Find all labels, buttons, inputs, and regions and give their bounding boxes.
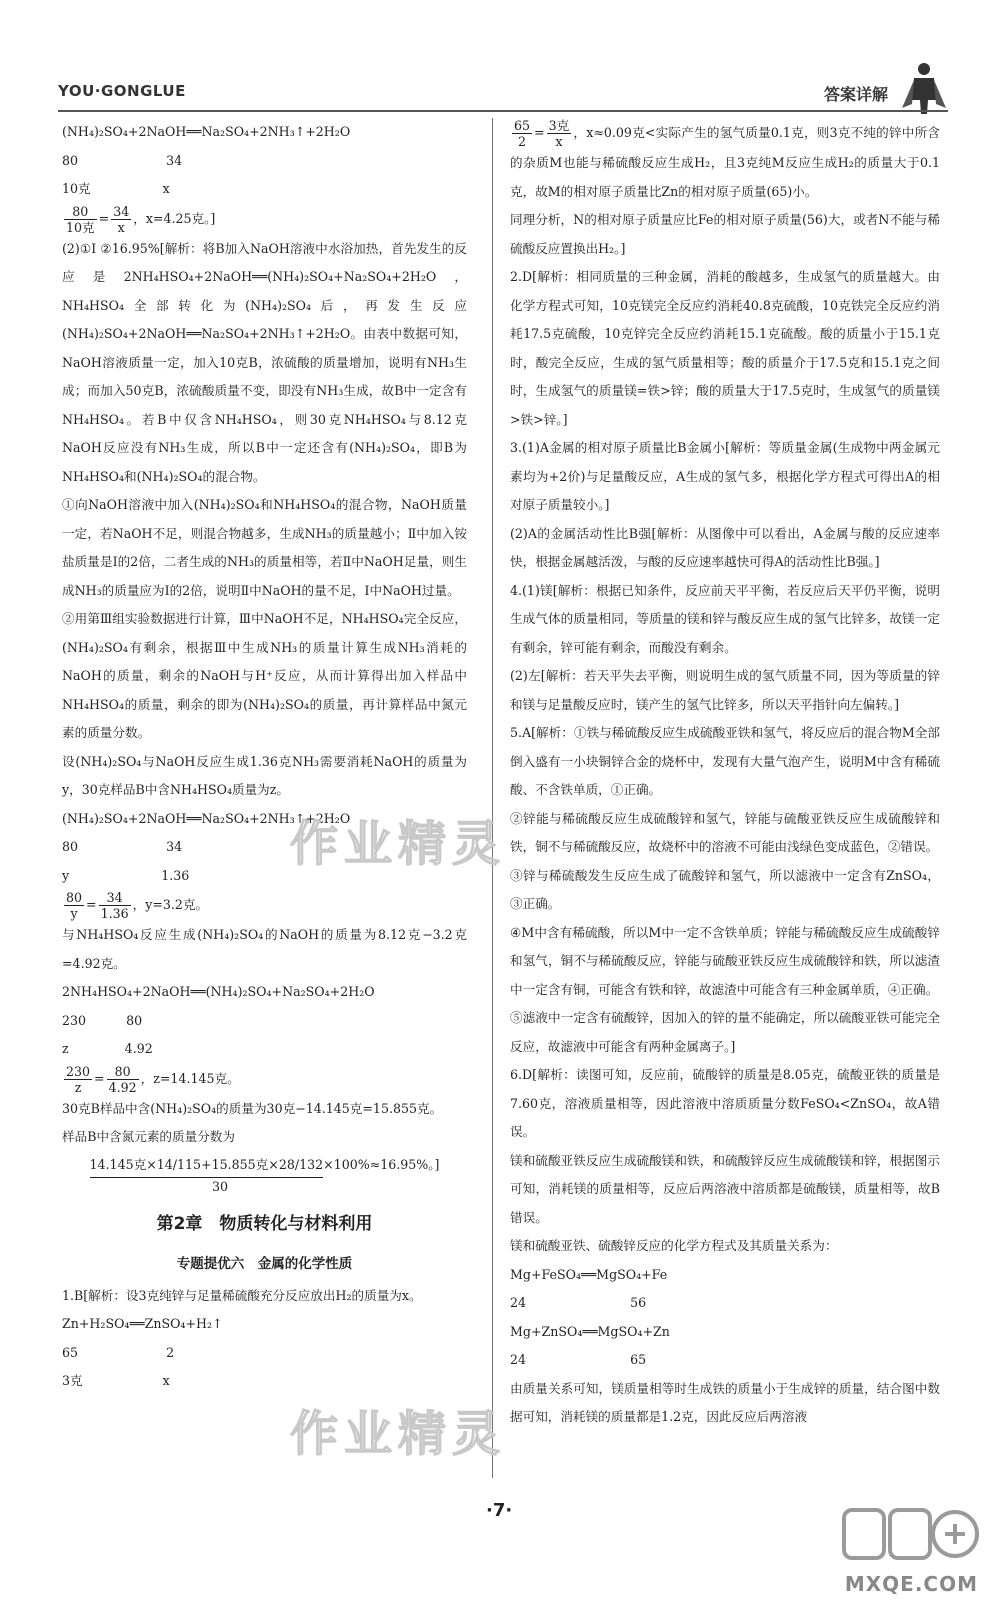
equation: 2NH₄HSO₄+2NaOH══(NH₄)₂SO₄+Na₂SO₄+2H₂O bbox=[62, 984, 375, 999]
paragraph: ⑤滤液中一定含有硫酸锌，因加入的锌的量不能确定，所以硫酸亚铁可能完全反应，故滤液中可能含有两种金属离子。] bbox=[510, 1010, 940, 1054]
right-column bbox=[510, 118, 940, 1432]
paragraph: 镁和硫酸亚铁、硫酸锌反应的化学方程式及其质量关系为： bbox=[510, 1238, 838, 1253]
paragraph: ②锌能与稀硫酸反应生成硫酸锌和氢气，锌能与硫酸亚铁反应生成硫酸锌和铁，铜不与稀硫酸反应，故烧杯中的溶液不可能由浅绿色变成蓝色，②错误。 bbox=[510, 810, 940, 854]
paragraph: ①向NaOH溶液中加入(NH₄)₂SO₄和NH₄HSO₄的混合物，NaOH质量一定，若NaOH不足，则混合物越多，生成NH₃的质量越小；Ⅱ中加入铵盐质量是Ⅰ的2倍，二者生成的NH₃的质量相等，若Ⅱ中NaOH足量，则生成NH₃的质量应为Ⅰ的2倍，说明Ⅱ中NaOH的量不足，Ⅰ中NaOH过量。 bbox=[62, 497, 467, 598]
equation: (NH₄)₂SO₄+2NaOH══Na₂SO₄+2NH₃↑+2H₂O bbox=[62, 810, 351, 826]
header-title: 答案详解 bbox=[823, 85, 888, 104]
equation: Mg+FeSO₄══MgSO₄+Fe bbox=[510, 1266, 668, 1282]
fraction-line: $\frac{80}{y}$ = $\frac{34}{1.36}$ ，y=3.2克。 bbox=[66, 890, 209, 921]
big-fraction bbox=[62, 1156, 467, 1196]
paragraph: (2)A的金属活动性比B强[解析：从图像中可以看出，A金属与酸的反应速率快，根据金属越活泼，与酸的反应速率越快可得A的活动性比B强。] bbox=[510, 525, 940, 569]
paragraph: (2)左[解析：若天平失去平衡，则说明生成的氢气质量不同，因为等质量的锌和镁与足量酸反应时，镁产生的氢气比锌多，所以天平指针向左偏转。] bbox=[510, 668, 940, 712]
paragraph: 6.D[解析：读图可知，反应前，硫酸锌的质量是8.05克，硫酸亚铁的质量是7.60克，溶液质量相等，因此溶液中溶质质量分数FeSO₄<ZnSO₄，故A错误。 bbox=[510, 1067, 940, 1139]
fraction: $\frac{80}{y}$ bbox=[66, 890, 83, 921]
fraction-line: $\frac{230}{z}$ = $\frac{80}{4.92}$ ，z=14.145克。 bbox=[66, 1063, 240, 1095]
paragraph: 30克B样品中含(NH₄)₂SO₄的质量为30克−14.145克=15.855克。 bbox=[62, 1100, 443, 1116]
mass-row: z 4.92 bbox=[62, 1041, 153, 1056]
fraction: 80 10克 bbox=[66, 203, 95, 235]
paragraph: 样品B中含氮元素的质量分数为 bbox=[62, 1129, 235, 1144]
big-fraction-denominator: 30 bbox=[212, 1178, 229, 1194]
paragraph: 3.(1)A金属的相对原子质量比B金属小[解析：等质量金属(生成物中两金属元素均为+2价)与足量酸反应，A生成的氢气多，根据化学方程式可得出A的相对原子质量较小。] bbox=[510, 440, 940, 512]
header-rule bbox=[58, 110, 948, 112]
left-column bbox=[62, 118, 467, 1396]
paragraph: 与NH₄HSO₄反应生成(NH₄)₂SO₄的NaOH的质量为8.12克−3.2克=4.92克。 bbox=[62, 927, 467, 971]
mass-row: 10克 x bbox=[62, 181, 170, 196]
big-fraction-tail: ×100%≈16.95%。] bbox=[323, 1156, 440, 1172]
page-number: ·7· bbox=[486, 1500, 513, 1521]
mass-row: 24 56 bbox=[510, 1295, 647, 1310]
fraction-line: 80 10克 = $\frac{34}{x}$ ，x=4.25克。] bbox=[66, 203, 216, 235]
equation: (NH₄)₂SO₄+2NaOH══Na₂SO₄+2NH₃↑+2H₂O bbox=[62, 124, 351, 139]
watermark: 作业精灵 bbox=[290, 816, 507, 872]
paragraph: 1.B[解析：设3克纯锌与足量稀硫酸充分反应放出H₂的质量为x。 bbox=[62, 1287, 422, 1303]
paragraph: ②用第Ⅲ组实验数据进行计算，Ⅲ中NaOH不足，NH₄HSO₄完全反应，(NH₄)₂SO₄有剩余，根据Ⅲ中生成NH₃的质量计算生成NH₃消耗的NaOH的质量，剩余的NaOH与H⁺反应，从而计算得出加入样品中NH₄HSO₄的质量，剩余的即为(NH₄)₂SO₄的质量，再计算样品中氮元素的质量分数。 bbox=[62, 611, 467, 740]
fraction: $\frac{65}{2}$ bbox=[514, 118, 531, 149]
paragraph: 设(NH₄)₂SO₄与NaOH反应生成1.36克NH₃需要消耗NaOH的质量为y，30克样品B中含NH₄HSO₄质量为z。 bbox=[62, 753, 467, 797]
section-title: 专题提优六 金属的化学性质 bbox=[176, 1255, 353, 1272]
paragraph: 5.A[解析：①铁与稀硫酸反应生成硫酸亚铁和氢气，将反应后的混合物M全部倒入盛有一小块铜锌合金的烧杯中，发现有大量气泡产生，说明M中含有稀硫酸、不含铁单质，①正确。 bbox=[510, 725, 940, 797]
mass-row: 24 65 bbox=[510, 1352, 647, 1367]
chapter-title: 第2章 物质转化与材料利用 bbox=[156, 1213, 373, 1234]
equation: Mg+ZnSO₄══MgSO₄+Zn bbox=[510, 1323, 670, 1339]
mass-row: y 1.36 bbox=[62, 867, 190, 883]
page-header bbox=[58, 82, 948, 110]
mass-row: 65 2 bbox=[62, 1344, 175, 1360]
corner-logo-icon bbox=[840, 1502, 980, 1572]
paragraph: 由质量关系可知，镁质量相等时生成铁的质量小于生成锌的质量，结合图中数据可知，消耗镁的质量都是1.2克，因此反应后两溶液 bbox=[510, 1380, 940, 1424]
fraction: 3克 x bbox=[548, 118, 570, 149]
mass-row: 3克 x bbox=[62, 1373, 170, 1388]
paragraph: (2)①Ⅰ ②16.95%[解析：将B加入NaOH溶液中水浴加热，首先发生的反应是2NH₄HSO₄+2NaOH══(NH₄)₂SO₄+Na₂SO₄+2H₂O，NH₄HSO₄全部转化为(NH₄)₂SO₄后，再发生反应(NH₄)₂SO₄+2NaOH══Na₂SO₄+2NH₃↑+2H₂O。由表中数据可知，NaOH溶液质量一定，加入10克B，浓硫酸的质量增加，说明有NH₃生成；而加入50克B，浓硫酸质量不变，即没有NH₃生成，故B中一定含有NH₄HSO₄。若B中仅含NH₄HSO₄，则30克NH₄HSO₄与8.12克NaOH反应没有NH₃生成，所以B中一定还含有(NH₄)₂SO₄，即B为NH₄HSO₄和(NH₄)₂SO₄的混合物。 bbox=[62, 240, 467, 484]
paragraph: 镁和硫酸亚铁反应生成硫酸镁和铁，和硫酸锌反应生成硫酸镁和锌，根据图示可知，消耗镁的质量相等，反应后两溶液中溶质都是硫酸镁，质量相等，故B错误。 bbox=[510, 1152, 940, 1225]
mass-row: 80 34 bbox=[62, 152, 183, 168]
fraction: $\frac{34}{x}$ bbox=[113, 203, 130, 235]
equation: Zn+H₂SO₄══ZnSO₄+H₂↑ bbox=[62, 1316, 223, 1331]
fraction: $\frac{34}{1.36}$ bbox=[100, 890, 129, 921]
hero-figure-icon bbox=[900, 60, 948, 116]
brand-logo-text: YOU·GONGLUE bbox=[58, 82, 186, 100]
mass-row: 80 34 bbox=[62, 839, 183, 854]
paragraph: ④M中含有稀硫酸，所以M中一定不含铁单质；锌能与稀硫酸反应生成硫酸锌和氢气，铜不与稀硫酸反应，锌能与硫酸亚铁反应生成硫酸锌和铁，所以滤渣中一定含有铜，可能含有铁和锌，故滤渣中可能含有三种金属单质，④正确。 bbox=[510, 924, 940, 997]
fraction-line: $\frac{65}{2}$ = 3克 x ，x≈0.09克<实际产生的氢气质量0.1克，则3克不纯的锌中所含的杂质M也能与稀硫酸反应生成H₂，且3克纯M反应生成H₂的质量大于0.1克，故M的相对原子质量比Zn的相对原子质量(65)小。 bbox=[510, 118, 940, 199]
paragraph: 同理分析，N的相对原子质量应比Fe的相对原子质量(56)大，或者N不能与稀硫酸反应置换出H₂。] bbox=[510, 212, 940, 256]
big-fraction-numerator: 14.145克×14/115+15.855克×28/132 bbox=[90, 1156, 324, 1178]
fraction: $\frac{230}{z}$ bbox=[66, 1063, 91, 1095]
fraction: $\frac{80}{4.92}$ bbox=[108, 1063, 137, 1095]
watermark: 作业精灵 bbox=[290, 1406, 507, 1462]
column-divider bbox=[492, 118, 493, 1478]
paragraph: 2.D[解析：相同质量的三种金属，消耗的酸越多，生成氢气的质量越大。由化学方程式可知，10克镁完全反应约消耗40.8克硫酸，10克铁完全反应约消耗17.5克硫酸，10克锌完全反应约消耗15.1克硫酸。酸的质量小于15.1克时，酸完全反应，生成的氢气质量相等；酸的质量介于17.5克和15.1克之间时，生成氢气的质量镁=铁>锌；酸的质量大于17.5克时，生成氢气的质量镁>铁>锌。] bbox=[510, 269, 940, 427]
paragraph: 4.(1)镁[解析：根据已知条件，反应前天平平衡，若反应后天平仍平衡，说明生成气体的质量相同，等质量的镁和锌与酸反应生成的氢气比锌多，故镁一定有剩余，锌可能有剩余，而酸没有剩余。 bbox=[510, 582, 940, 655]
mass-row: 230 80 bbox=[62, 1012, 143, 1028]
corner-url: MXQE.COM bbox=[844, 1572, 978, 1596]
paragraph: ③锌与稀硫酸发生反应生成了硫酸锌和氢气，所以滤液中一定含有ZnSO₄，③正确。 bbox=[510, 867, 940, 911]
